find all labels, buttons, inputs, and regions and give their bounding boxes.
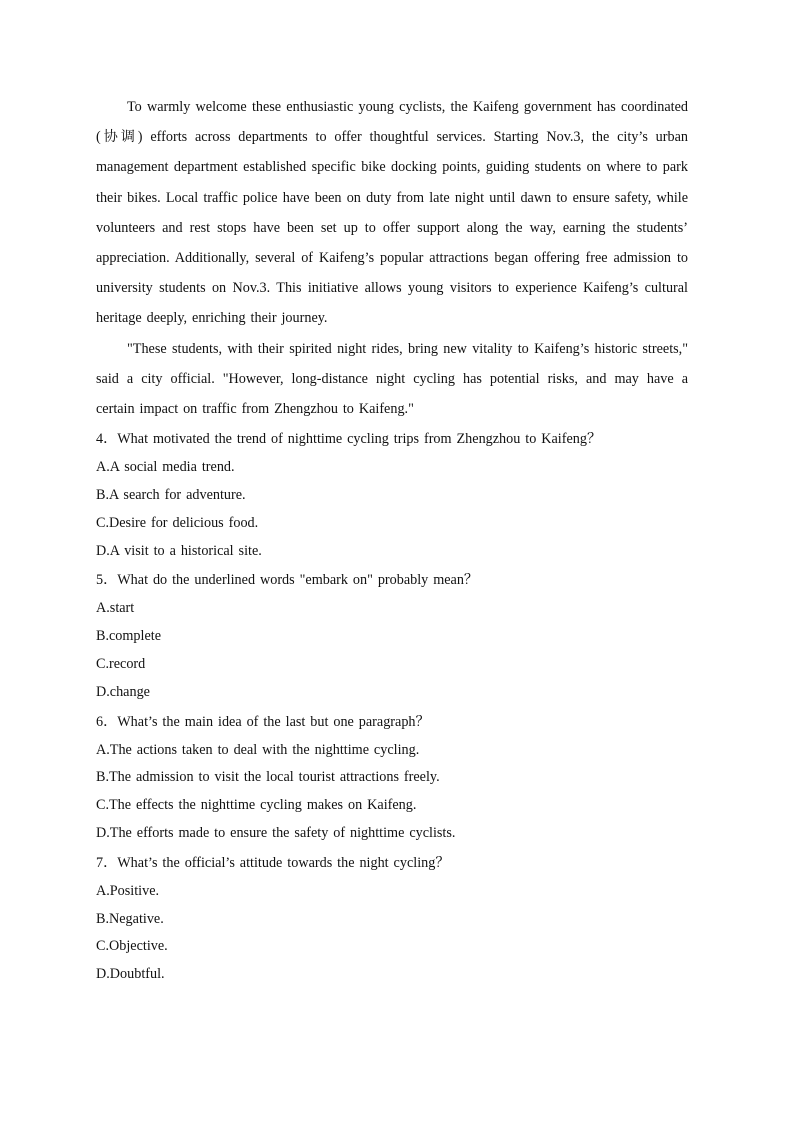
question-stem: 7．What’s the official’s attitude towards the night cycling？ <box>96 854 450 871</box>
option-d: D.Doubtful. <box>96 966 165 983</box>
question-stem: 5．What do the underlined words "embark on" probably mean？ <box>96 572 479 589</box>
option-b: B.The admission to visit the local tourist attractions freely. <box>96 769 440 786</box>
question-stem: 4．What motivated the trend of nighttime cycling trips from Zhengzhou to Kaifeng？ <box>96 431 602 448</box>
option-d: D.change <box>96 683 150 700</box>
option-a: A.Positive. <box>96 882 160 899</box>
passage-paragraph-1: To warmly welcome these enthusiastic young cyclists, the Kaifeng government has coordinated (协调) efforts across departments to offer thoughtful services. Starting Nov.3, the city’s urban management department established specific bike docking points, guiding students on where to park their bikes. Local traffic police have been on duty from late night until dawn to ensure safety, while volunteers and rest stops have been set up to offer support along the way, earning the students’ appreciation. Additionally, several of Kaifeng’s popular attractions began offering free admission to university students on Nov.3. This initiative allows young visitors to experience Kaifeng’s cultural heritage deeply, enriching their journey. <box>96 99 688 327</box>
option-c: C.record <box>96 656 146 673</box>
option-c: C.Objective. <box>96 938 168 955</box>
option-a: A.start <box>96 600 135 617</box>
option-a: A.A social media trend. <box>96 459 235 476</box>
question-5 <box>96 565 688 706</box>
option-d: D.The efforts made to ensure the safety of nighttime cyclists. <box>96 825 456 841</box>
option-b: B.A search for adventure. <box>96 487 246 504</box>
passage-paragraph-2: "These students, with their spirited night rides, bring new vitality to Kaifeng’s historic streets," said a city official. "However, long-distance night cycling has potential risks, and may have a certain impact on traffic from Zhengzhou to Kaifeng." <box>96 340 688 418</box>
option-d: D.A visit to a historical site. <box>96 542 262 559</box>
question-6 <box>96 707 688 848</box>
option-a: A.The actions taken to deal with the nighttime cycling. <box>96 741 420 758</box>
option-b: B.Negative. <box>96 910 164 927</box>
passage <box>96 92 688 424</box>
option-b: B.complete <box>96 628 162 645</box>
question-4 <box>96 424 688 565</box>
option-c: C.The effects the nighttime cycling makes on Kaifeng. <box>96 797 417 814</box>
question-7 <box>96 848 688 989</box>
question-stem: 6．What’s the main idea of the last but one paragraph？ <box>96 713 430 730</box>
option-c: C.Desire for delicious food. <box>96 514 259 531</box>
